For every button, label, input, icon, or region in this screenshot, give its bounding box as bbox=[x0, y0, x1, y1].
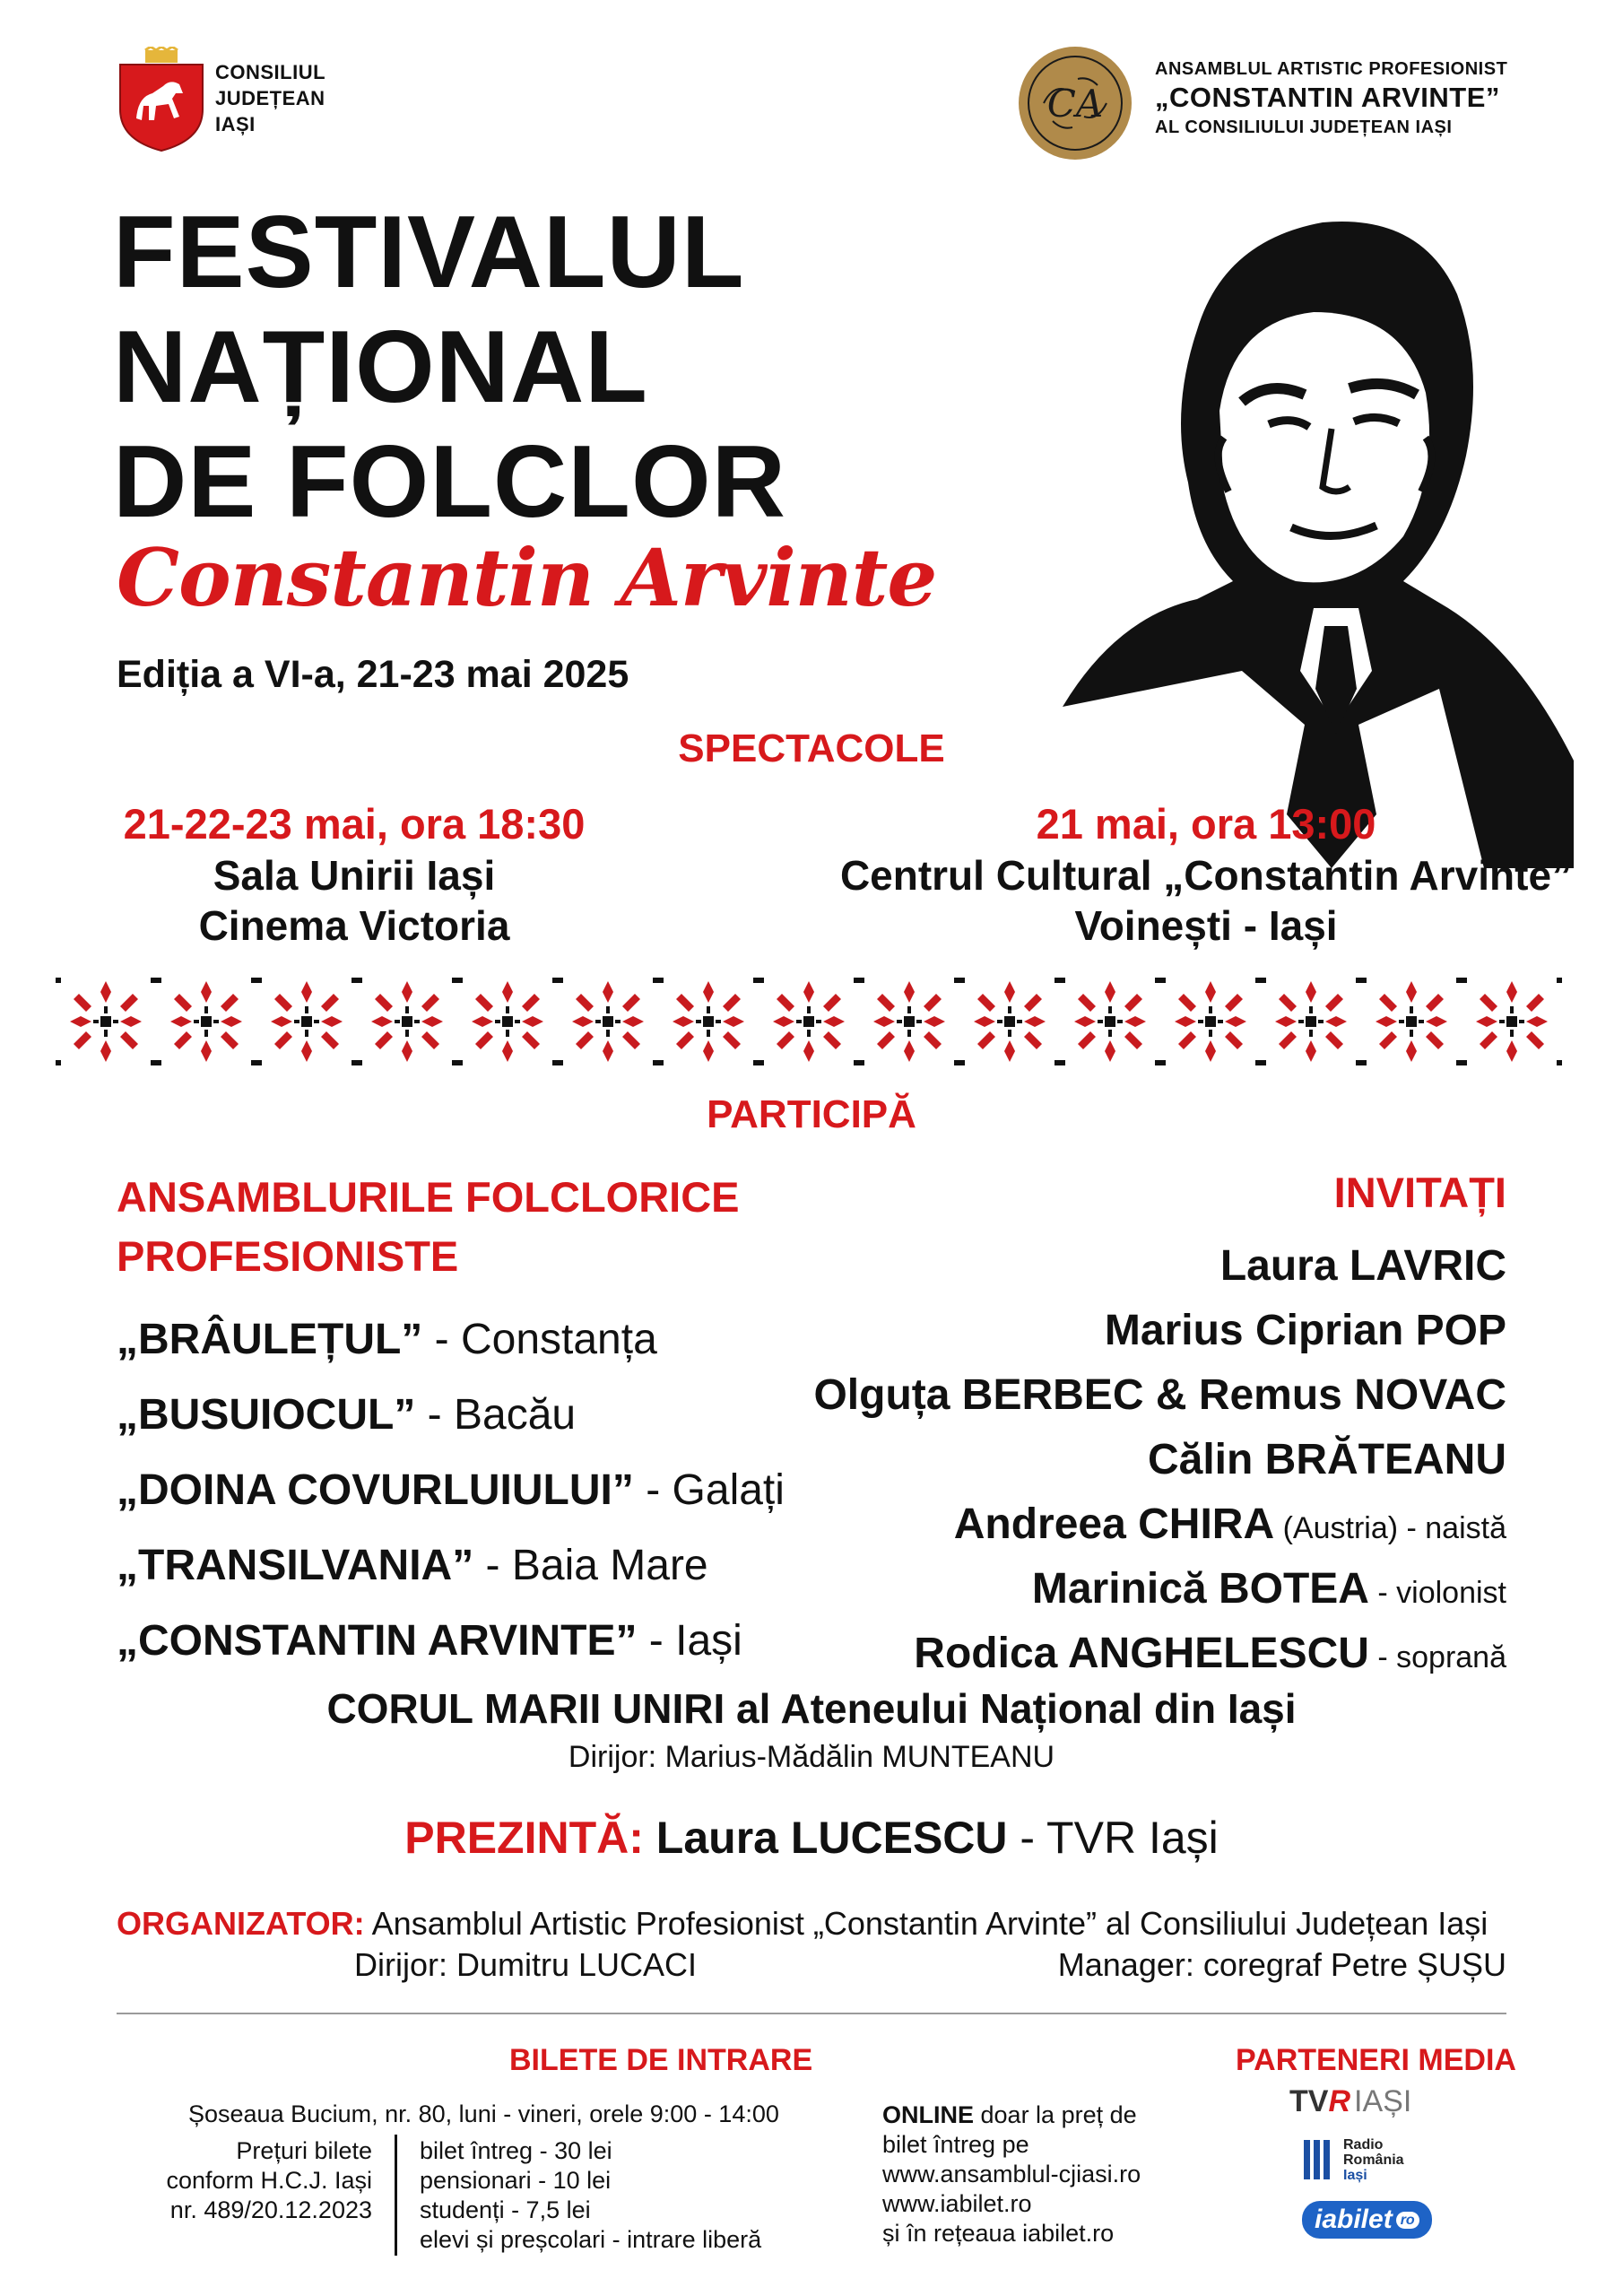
presenter-line bbox=[0, 1812, 1623, 1864]
organizer-conductor: Dirijor: Dumitru LUCACI bbox=[354, 1946, 698, 1983]
guest-name: Olguța BERBEC & Remus NOVAC bbox=[813, 1371, 1506, 1419]
divider bbox=[117, 2013, 1506, 2014]
ensemble-item bbox=[117, 1302, 785, 1378]
guests-list bbox=[813, 1236, 1506, 1688]
show-block bbox=[99, 798, 610, 951]
show-venue: Centrul Cultural „Constantin Arvinte” bbox=[839, 852, 1573, 899]
guest-item bbox=[813, 1236, 1506, 1300]
show-venue: Voinești - Iași bbox=[1074, 902, 1338, 949]
ensemble-city: - Galați bbox=[633, 1466, 785, 1514]
ensemble-item bbox=[117, 1604, 785, 1679]
title-line-3: DE FOLCLOR bbox=[113, 425, 786, 539]
guest-note: - violonist bbox=[1368, 1576, 1506, 1610]
online-site-link[interactable]: www.iabilet.ro bbox=[882, 2190, 1032, 2217]
presenter-label: PREZINTĂ: bbox=[404, 1813, 644, 1863]
guest-item bbox=[813, 1300, 1506, 1365]
price-divider bbox=[395, 2135, 397, 2256]
ensemble-line-3: AL CONSILIULUI JUDEȚEAN IAȘI bbox=[1155, 117, 1453, 137]
choir-name: CORUL MARII UNIRI al Ateneului Național din Iași bbox=[326, 1685, 1297, 1732]
online-text: doar la preț de bilet întreg pe bbox=[882, 2101, 1137, 2158]
ensemble-line-1: ANSAMBLUL ARTISTIC PROFESIONIST bbox=[1155, 59, 1508, 79]
tvr-r-icon: R bbox=[1328, 2084, 1351, 2118]
ensembles-heading bbox=[117, 1168, 798, 1286]
online-intro bbox=[882, 2100, 1151, 2160]
price-note-line: nr. 489/20.12.2023 bbox=[169, 2196, 372, 2223]
ticket-address: Șoseaua Bucium, nr. 80, luni - vineri, orele 9:00 - 14:00 bbox=[188, 2100, 779, 2127]
council-line: IAȘI bbox=[215, 113, 256, 135]
show-time: 21 mai, ora 13:00 bbox=[1036, 800, 1376, 848]
county-council-coat-of-arms bbox=[117, 47, 206, 152]
radio-waves-icon bbox=[1302, 2136, 1338, 2183]
online-label: ONLINE bbox=[882, 2101, 975, 2128]
council-line: JUDEȚEAN bbox=[215, 87, 325, 109]
show-block bbox=[780, 798, 1623, 951]
guest-item bbox=[813, 1365, 1506, 1430]
ensemble-item bbox=[117, 1378, 785, 1453]
council-line: CONSILIUL bbox=[215, 61, 326, 83]
ensemble-item bbox=[117, 1453, 785, 1528]
price-list bbox=[420, 2136, 761, 2255]
price-item: studenți - 7,5 lei bbox=[420, 2196, 591, 2223]
radio-line: Iași bbox=[1343, 2167, 1367, 2183]
festival-title bbox=[113, 196, 786, 540]
organizer-manager: Manager: coregraf Petre ȘUȘU bbox=[1057, 1946, 1506, 1983]
embroidery-band bbox=[54, 974, 1569, 1069]
title-line-1: FESTIVALUL bbox=[113, 196, 745, 309]
guest-name: Laura LAVRIC bbox=[1219, 1242, 1506, 1290]
presenter-name: Laura LUCESCU bbox=[655, 1813, 1008, 1863]
ensembles-heading-line: PROFESIONISTE bbox=[117, 1232, 459, 1280]
edition-dates: Ediția a VI-a, 21-23 mai 2025 bbox=[117, 653, 629, 696]
ensemble-city: - Constanța bbox=[422, 1316, 657, 1363]
price-item: elevi și preșcolari - intrare liberă bbox=[420, 2226, 762, 2253]
ensemble-name: „BRÂULEȚUL” bbox=[117, 1316, 423, 1363]
guest-name: Marius Ciprian POP bbox=[1104, 1307, 1506, 1354]
guest-note: - soprană bbox=[1368, 1640, 1506, 1674]
ensemble-line-2: „CONSTANTIN ARVINTE” bbox=[1155, 82, 1500, 113]
price-note-line: conform H.C.J. Iași bbox=[166, 2167, 372, 2194]
tickets-heading: BILETE DE INTRARE bbox=[509, 2043, 813, 2077]
radio-romania-iasi-logo bbox=[1302, 2136, 1404, 2183]
online-tickets bbox=[882, 2100, 1151, 2248]
guest-item bbox=[813, 1623, 1506, 1688]
ensemble-name: „CONSTANTIN ARVINTE” bbox=[117, 1617, 638, 1665]
tvr-iasi-logo bbox=[1289, 2084, 1411, 2119]
price-item: bilet întreg - 30 lei bbox=[420, 2137, 612, 2164]
online-site-link[interactable]: www.ansamblul-cjiasi.ro bbox=[882, 2161, 1141, 2187]
organizer-label: ORGANIZATOR: bbox=[117, 1905, 365, 1942]
price-note-line: Prețuri bilete bbox=[236, 2137, 372, 2164]
guest-item bbox=[813, 1494, 1506, 1559]
ensembles-heading-line: ANSAMBLURILE FOLCLORICE bbox=[117, 1173, 740, 1221]
guest-note: (Austria) - naistă bbox=[1274, 1511, 1506, 1545]
price-item: pensionari - 10 lei bbox=[420, 2167, 612, 2194]
ensemble-city: - Iași bbox=[637, 1617, 742, 1665]
ensemble-name: „TRANSILVANIA” bbox=[117, 1542, 474, 1589]
guest-name: Marinică BOTEA bbox=[1031, 1565, 1369, 1613]
online-site-link: și în rețeaua iabilet.ro bbox=[882, 2220, 1115, 2247]
guest-name: Andreea CHIRA bbox=[953, 1500, 1275, 1548]
county-council-name bbox=[215, 59, 325, 137]
guest-name: Rodica ANGHELESCU bbox=[914, 1630, 1369, 1677]
tvr-iasi: IAȘI bbox=[1354, 2084, 1412, 2118]
show-venue: Cinema Victoria bbox=[198, 902, 510, 949]
organizer-text: Ansamblul Artistic Profesionist „Constantin Arvinte” al Consiliului Județean Iași bbox=[364, 1905, 1488, 1942]
tvr-letters: TV bbox=[1289, 2084, 1329, 2118]
radio-line: Radio bbox=[1343, 2136, 1384, 2152]
guest-item bbox=[813, 1430, 1506, 1494]
ensemble-logo bbox=[1017, 45, 1133, 161]
title-line-2: NAȚIONAL bbox=[113, 310, 648, 424]
participants-heading: PARTICIPĂ bbox=[707, 1092, 916, 1136]
radio-line: România bbox=[1343, 2152, 1404, 2168]
organizer-line bbox=[117, 1905, 1506, 1943]
media-partners-heading: PARTENERI MEDIA bbox=[1236, 2043, 1516, 2077]
ensemble-name: „DOINA COVURLUIULUI” bbox=[117, 1466, 634, 1514]
ensemble-name: „BUSUIOCUL” bbox=[117, 1391, 416, 1439]
logo-monogram: CA bbox=[1046, 82, 1104, 126]
show-venue: Sala Unirii Iași bbox=[213, 852, 496, 899]
choir-conductor: Dirijor: Marius-Mădălin MUNTEANU bbox=[568, 1740, 1055, 1774]
ensemble-name bbox=[1155, 59, 1507, 138]
guest-item bbox=[813, 1559, 1506, 1623]
festival-script-title: Constantin Arvinte bbox=[117, 531, 937, 624]
iabilet-logo bbox=[1302, 2201, 1432, 2239]
presenter-channel: - TVR Iași bbox=[1007, 1813, 1219, 1863]
shows-heading: SPECTACOLE bbox=[678, 726, 945, 770]
guest-name: Călin BRĂTEANU bbox=[1147, 1436, 1506, 1483]
ensemble-city: - Baia Mare bbox=[473, 1542, 708, 1589]
ensemble-city: - Bacău bbox=[415, 1391, 577, 1439]
ensembles-list bbox=[117, 1302, 785, 1679]
price-note bbox=[135, 2136, 372, 2225]
show-time: 21-22-23 mai, ora 18:30 bbox=[123, 800, 586, 848]
iabilet-ro-badge: ro bbox=[1396, 2212, 1419, 2229]
ensemble-item bbox=[117, 1528, 785, 1604]
iabilet-text: iabilet bbox=[1315, 2205, 1393, 2234]
guests-heading: INVITAȚI bbox=[1333, 1169, 1506, 1216]
